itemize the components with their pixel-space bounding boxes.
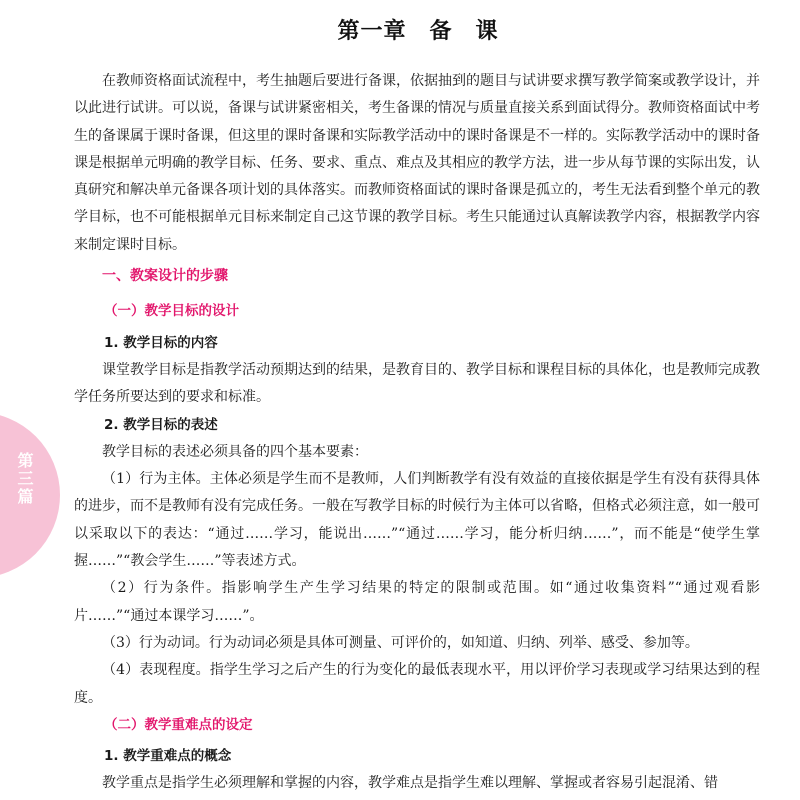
key-points-concept-paragraph: 教学重点是指学生必须理解和掌握的内容，教学难点是指学生难以理解、掌握或者容易引起混淆、错 — [102, 775, 718, 792]
item-heading-objective-content: 1. 教学目标的内容 — [104, 334, 218, 351]
part-side-tab-label: 第三篇 — [15, 452, 34, 506]
element-performance-level: （4）表现程度。指学生学习之后产生的行为变化的最低表现水平，用以评价学习表现或学习结果达到的程度。 — [74, 662, 760, 706]
objective-content-paragraph: 课堂教学目标是指教学活动预期达到的结果，是教育目的、教学目标和课程目标的具体化，也是教师完成教学任务所要达到的要求和标准。 — [74, 361, 760, 406]
objective-expression-intro: 教学目标的表述必须具备的四个基本要素： — [102, 443, 368, 460]
element-behavior-verb: （3）行为动词。行为动词必须是具体可测量、可评价的，如知道、归纳、列举、感受、参加等。 — [102, 634, 699, 651]
section-heading: 一、教案设计的步骤 — [102, 268, 228, 285]
element-behavior-subject: （1）行为主体。主体必须是学生而不是教师，人们判断教学有没有效益的直接依据是学生有没有获得具体的进步，而不是教师有没有完成任务。一般在写教学目标的时候行为主体可以省略，但格式必须注意，如一般可以采取以下的表达：“通过……学习，能说出……”“通过……学习，能分析归纳……”，而不能是“使学生掌握……”“教会学生……”等表述方式。 — [74, 471, 760, 570]
subsection-heading-objectives: （一）教学目标的设计 — [104, 303, 239, 320]
item-heading-objective-expression: 2. 教学目标的表述 — [104, 416, 218, 433]
element-behavior-condition: （2）行为条件。指影响学生产生学习结果的特定的限制或范围。如“通过收集资料”“通过观看影片……”“通过本课学习……”。 — [74, 580, 760, 624]
subsection-heading-key-points: （二）教学重难点的设定 — [104, 716, 253, 733]
chapter-title: 第一章 备 课 — [337, 19, 499, 44]
intro-paragraph: 在教师资格面试流程中，考生抽题后要进行备课，依据抽到的题目与试讲要求撰写教学简案或教学设计，并以此进行试讲。可以说，备课与试讲紧密相关，考生备课的情况与质量直接关系到面试得分。教师资格面试中考生的备课属于课时备课，但这里的课时备课和实际教学活动中的课时备课是不一样的。实际教学活动中的课时备课是根据单元明确的教学目标、任务、要求、重点、难点及其相应的教学方法，进一步从每节课的实际出发，认真研究和解决单元备课各项计划的具体落实。而教师资格面试的课时备课是孤立的，考生无法看到整个单元的教学目标，也不可能根据单元目标来制定自己这节课的教学目标。考生只能通过认真解读教学内容，根据教学内容来制定课时目标。 — [74, 73, 760, 253]
item-heading-key-points-concept: 1. 教学重难点的概念 — [104, 748, 232, 765]
main-content — [74, 68, 760, 798]
